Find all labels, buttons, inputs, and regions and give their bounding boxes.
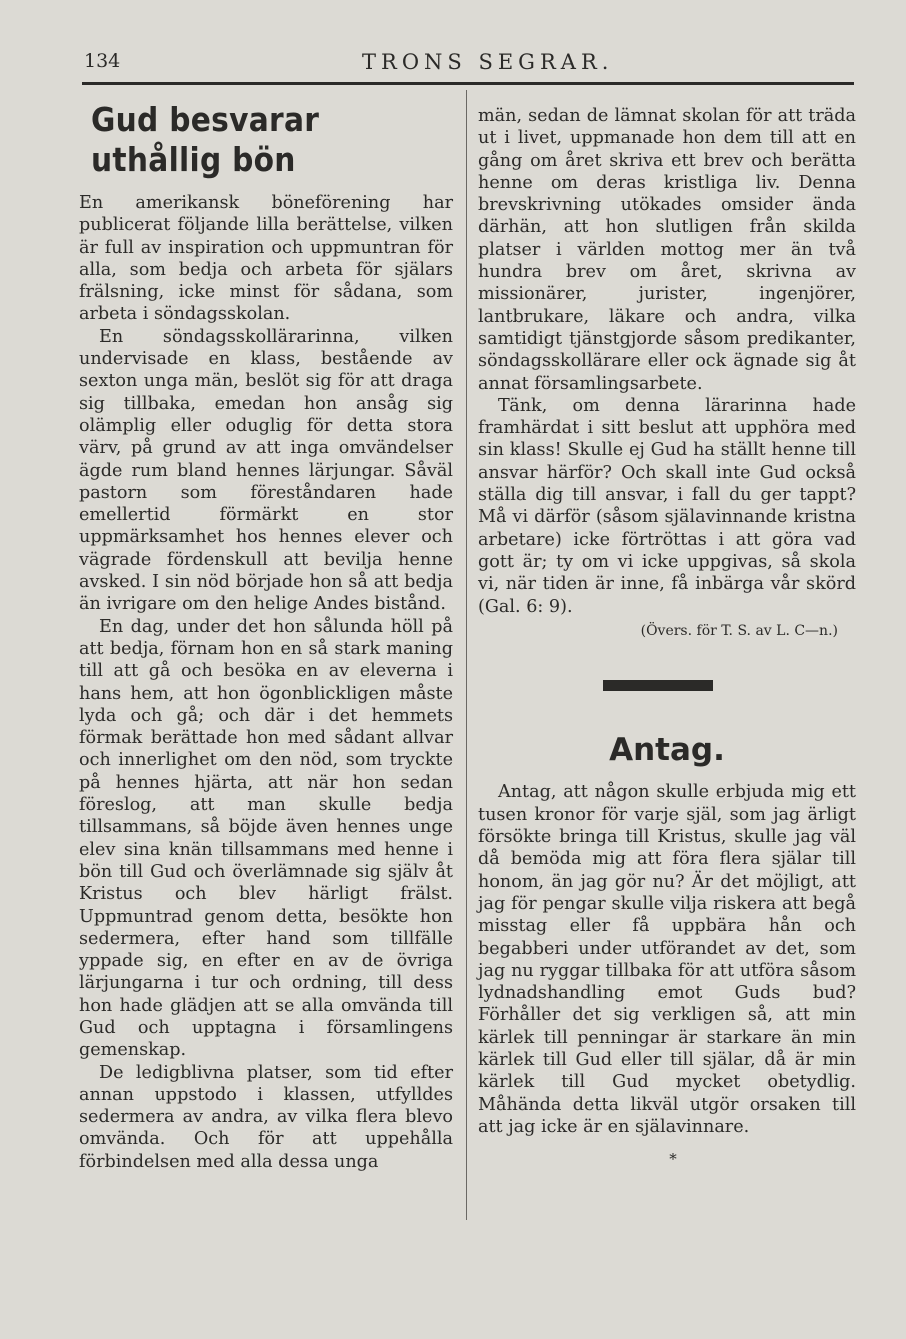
page-number: 134: [84, 50, 121, 72]
right-column: [478, 105, 856, 1170]
article-body: [79, 192, 453, 1173]
end-mark: *: [669, 1150, 677, 1169]
section-title: Antag.: [609, 732, 725, 769]
column-divider: [466, 90, 467, 1220]
paragraph: En amerikansk böneförening har publicerat följande lilla berättelse, vilken är full av inspiration och uppmuntran för alla, som bedja och arbeta för själars frälsning, icke minst för sådana, som arbeta i söndagsskolan.: [79, 193, 453, 325]
paragraph: En söndagsskollärarinna, vilken undervisade en klass, bestående av sexton unga män, beslöt sig för att draga sig tillbaka, emedan hon ansåg sig olämplig eller oduglig för detta stora värv, på grund av att inga omvändelser ägde rum bland hennes lärjungar. Såväl pastorn som föreståndaren hade emellertid förmärkt en stor uppmärksamhet hos hennes elever och vägrade fördenskull att bevilja henne avsked. I sin nöd började hon så att bedja än ivrigare om den helige Andes bistånd.: [79, 326, 453, 615]
translator-note: (Övers. för T. S. av L. C—n.): [640, 622, 838, 639]
paragraph: Tänk, om denna lärarinna hade framhärdat i sitt beslut att upphöra med sin klass! Skulle ej Gud ha ställt henne till ansvar härför? Och skall inte Gud också ställa dig till ansvar, i fall du ger tappt? Må vi därför (såsom själavinnande kristna arbetare) icke förtröttas i att göra vad gott är; ty om vi icke uppgivas, så skola vi, när tiden är inne, få inbärga vår skörd (Gal. 6: 9).: [478, 395, 856, 617]
left-column: [79, 100, 453, 1173]
article-body-continued: [478, 105, 856, 618]
running-title: TRONS SEGRAR.: [362, 50, 614, 74]
paragraph: En dag, under det hon sålunda höll på att bedja, förnam hon en så stark maning till att gå och besöka en av eleverna i hans hem, att hon ögonblickligen måste lyda och gå; och där i det hemmets förmak berättade hon med sådant allvar och innerlighet om den nöd, som tryckte på hennes hjärta, att när hon sedan föreslog, att man skulle bedja tillsammans, så böjde även hennes unge elev sina knän tillsammans med henne i bön till Gud och överlämnade sig själv åt Kristus och blev härligt frälst. Uppmuntrad genom detta, besökte hon sedermera, efter hand som tillfälle yppade sig, en efter en av de övriga lärjungarna i tur och ordning, till dess hon hade glädjen att se alla omvända till Gud och upptagna i församlingens gemenskap.: [79, 616, 453, 1061]
paragraph-continued: män, sedan de lämnat skolan för att träda ut i livet, uppmanade hon dem till att en gång om året skriva ett brev och berätta henne om deras kristliga liv. Denna brevskrivning utökades omsider ända därhän, att hon slutligen från skilda platser i världen mottog mer än två hundra brev om året, skrivna av missionärer, jurister, ingenjörer, lantbrukare, läkare och andra, vilka samtidigt tjänstgjorde såsom predikanter, söndagsskollärare eller ock ägnade sig åt annat församlingsarbete.: [478, 106, 856, 394]
paragraph: De ledigblivna platser, som tid efter annan uppstodo i klassen, utfylldes sedermera av andra, av vilka flera blevo omvända. Och för att uppehålla förbindelsen med alla dessa unga: [79, 1062, 453, 1172]
section-separator: [603, 680, 713, 691]
article-title: Gud besvarar uthållig bön: [91, 100, 320, 179]
header-rule: [82, 82, 854, 85]
section-body: Antag, att någon skulle erbjuda mig ett tusen kronor för varje själ, som jag ärligt försökte bringa till Kristus, skulle jag väl då bemöda mig att föra flera själar till honom, än jag gör nu? Är det möjligt, att jag för pengar skulle vilja riskera att begå misstag eller få uppbära hån och begabberi under utförandet av det, som jag nu ryggar tillbaka för att utföra såsom lydnadshandling emot Guds bud? Förhåller det sig verkligen så, att min kärlek till penningar är starkare än min kärlek till Gud eller till själar, då är min kärlek till Gud mycket obetydlig. Måhända detta likväl utgör orsaken till att jag icke är en själavinnare.: [478, 782, 856, 1137]
